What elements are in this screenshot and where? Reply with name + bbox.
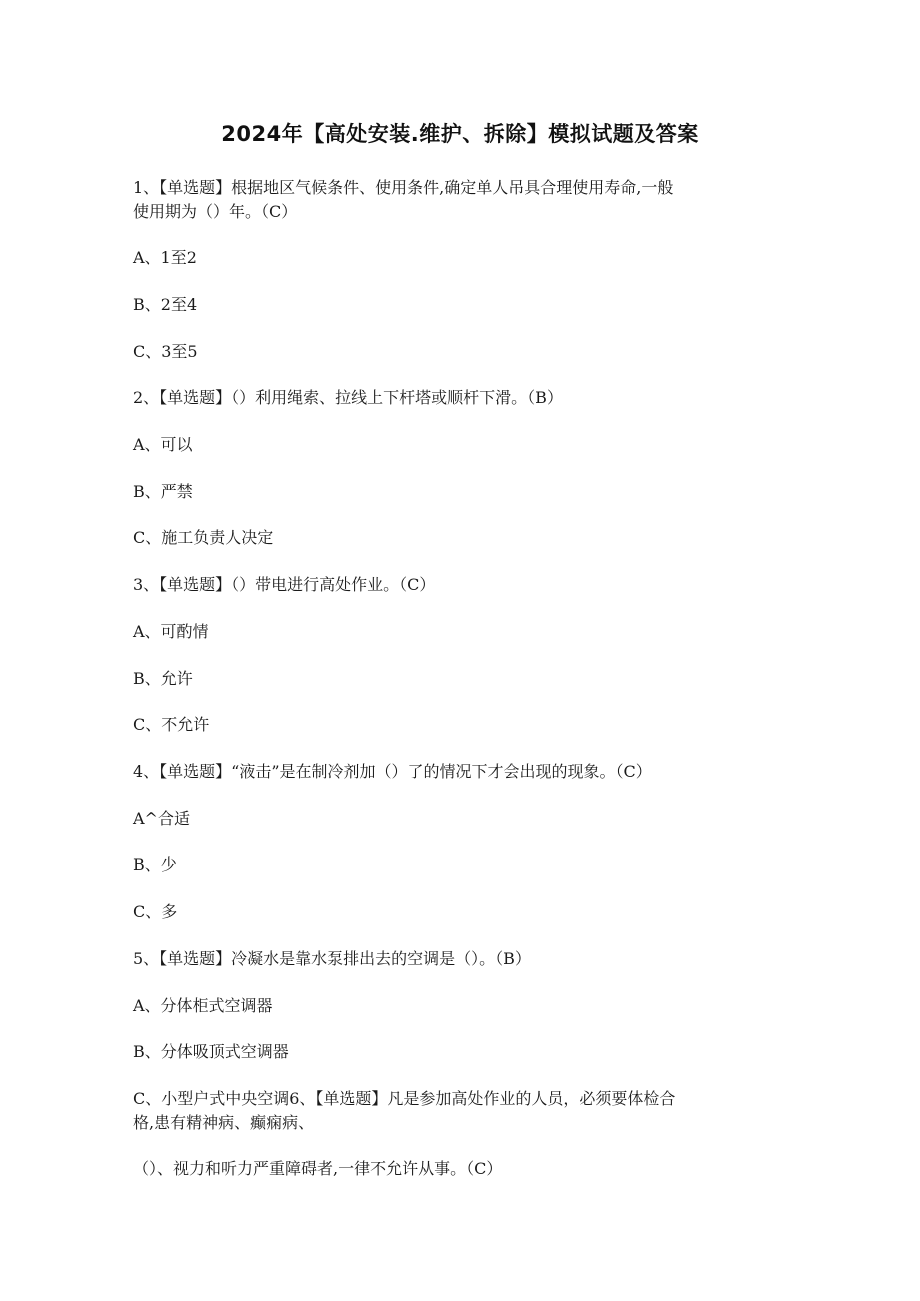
question-4-text: 4、【单选题】“液击”是在制冷剂加（）了的情况下才会出现的现象。（C） xyxy=(133,762,652,781)
question-1-text-continued: 使用期为（）年。（C） xyxy=(133,202,298,221)
question-2-text: 2、【单选题】（）利用绳索、拉线上下杆塔或顺杆下滑。（B） xyxy=(133,388,563,407)
question-4-option-c: C、多 xyxy=(133,902,178,921)
question-1-text: 1、【单选题】根据地区气候条件、使用条件,确定单人吊具合理使用寿命,一般 xyxy=(133,178,674,197)
question-1-option-a: A、1至2 xyxy=(133,248,197,267)
question-2-option-a: A、可以 xyxy=(133,435,193,454)
question-5-text: 5、【单选题】冷凝水是靠水泵排出去的空调是（）。（B） xyxy=(133,949,531,968)
question-3-option-a: A、可酌情 xyxy=(133,622,209,641)
question-4-option-b: B、少 xyxy=(133,855,177,874)
question-6-text-continued: 格,患有精神病、癫痫病、 xyxy=(133,1113,315,1132)
question-2-option-b: B、严禁 xyxy=(133,482,193,501)
question-4-option-a: A^合适 xyxy=(133,809,190,828)
document-title: 2024年【高处安装.维护、拆除】模拟试题及答案 xyxy=(221,122,699,146)
question-3-option-c: C、不允许 xyxy=(133,715,210,734)
question-5-option-c-and-question-6: C、小型户式中央空调6、【单选题】凡是参加高处作业的人员，必须要体检合 xyxy=(133,1089,676,1108)
question-5-option-b: B、分体吸顶式空调器 xyxy=(133,1042,289,1061)
question-5-option-a: A、分体柜式空调器 xyxy=(133,996,273,1015)
question-1-option-b: B、2至4 xyxy=(133,295,198,314)
question-1-option-c: C、3至5 xyxy=(133,342,198,361)
question-3-option-b: B、允许 xyxy=(133,669,193,688)
question-6-text-end: （）、视力和听力严重障碍者,一律不允许从事。（C） xyxy=(133,1159,503,1178)
question-2-option-c: C、施工负责人决定 xyxy=(133,528,274,547)
question-3-text: 3、【单选题】（）带电进行高处作业。（C） xyxy=(133,575,436,594)
